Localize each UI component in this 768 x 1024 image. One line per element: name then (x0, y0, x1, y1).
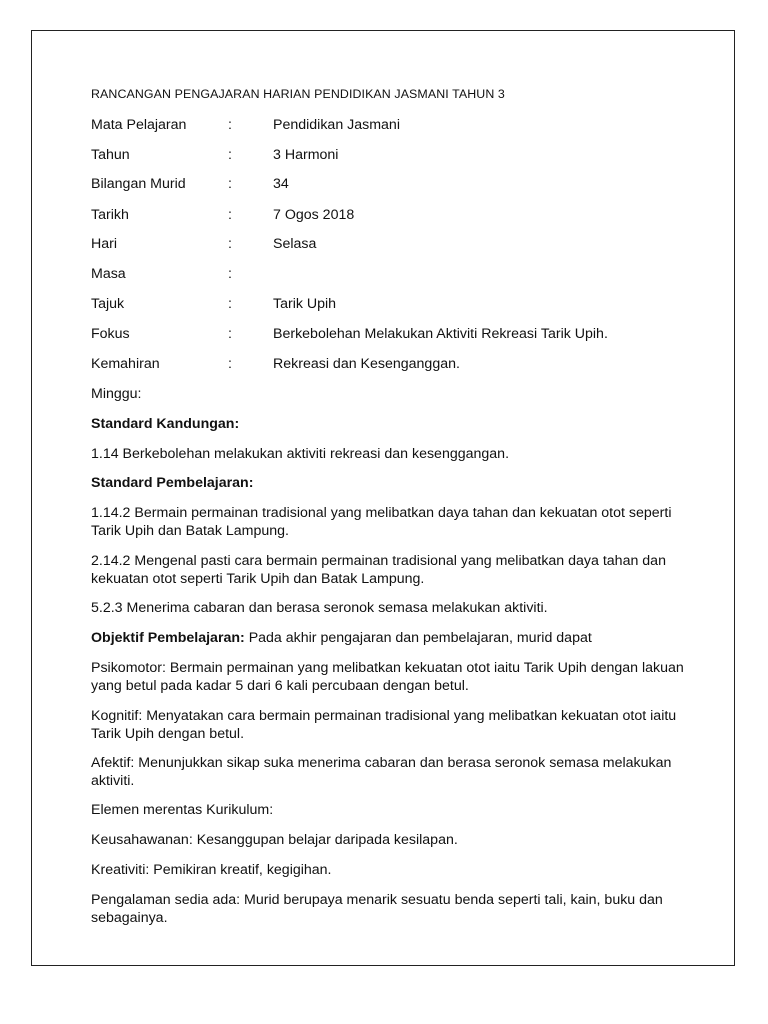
standard-pembelajaran-item: 1.14.2 Bermain permainan tradisional yang melibatkan daya tahan dan kekuatan otot seperti Tarik Upih dan Batak Lampung. (91, 505, 672, 539)
field-label: Masa (91, 266, 126, 282)
field-label: Hari (91, 236, 118, 252)
field-colon: : (228, 176, 232, 192)
field-colon: : (228, 147, 232, 163)
field-colon: : (228, 236, 232, 252)
emk-item: Keusahawanan: Kesanggupan belajar daripada kesilapan. (91, 832, 458, 848)
objektif-psikomotor: Psikomotor: Bermain permainan yang melibatkan kekuatan otot iaitu Tarik Upih dengan lakuan yang betul pada kadar 5 dari 6 kali percubaan dengan betul. (91, 660, 684, 694)
objektif-afektif: Afektif: Menunjukkan sikap suka menerima cabaran dan berasa seronok semasa melakukan aktiviti. (91, 755, 672, 789)
field-value: Rekreasi dan Kesenganggan. (273, 356, 460, 372)
field-value: Berkebolehan Melakukan Aktiviti Rekreasi Tarik Upih. (273, 326, 608, 342)
objektif-text: Pada akhir pengajaran dan pembelajaran, murid dapat (244, 630, 592, 646)
field-value: 3 Harmoni (273, 147, 339, 163)
field-label: Fokus (91, 326, 130, 342)
field-label: Tahun (91, 147, 130, 163)
field-value: Tarik Upih (273, 296, 337, 312)
field-label: Mata Pelajaran (91, 117, 187, 133)
field-label: Tajuk (91, 296, 125, 312)
standard-pembelajaran-item: 5.2.3 Menerima cabaran dan berasa seronok semasa melakukan aktiviti. (91, 600, 548, 616)
field-label: Bilangan Murid (91, 176, 186, 192)
pengalaman-sedia-ada: Pengalaman sedia ada: Murid berupaya menarik sesuatu benda seperti tali, kain, buku dan sebagainya. (91, 892, 663, 926)
minggu-label: Minggu: (91, 386, 142, 402)
standard-pembelajaran-heading: Standard Pembelajaran: (91, 475, 254, 491)
standard-kandungan-text: 1.14 Berkebolehan melakukan aktiviti rekreasi dan kesenggangan. (91, 446, 510, 462)
field-colon: : (228, 266, 232, 282)
field-value: Pendidikan Jasmani (273, 117, 400, 133)
field-colon: : (228, 117, 232, 133)
field-label: Kemahiran (91, 356, 160, 372)
objektif-kognitif: Kognitif: Menyatakan cara bermain permainan tradisional yang melibatkan kekuatan otot iaitu Tarik Upih dengan betul. (91, 708, 677, 742)
objektif-heading: Objektif Pembelajaran: (91, 630, 245, 646)
emk-item: Kreativiti: Pemikiran kreatif, kegigihan. (91, 862, 332, 878)
standard-pembelajaran-item: 2.14.2 Mengenal pasti cara bermain permainan tradisional yang melibatkan daya tahan dan kekuatan otot seperti Tarik Upih dan Batak Lampung. (91, 553, 666, 587)
page-border (31, 30, 735, 966)
field-value: 7 Ogos 2018 (273, 207, 355, 223)
field-value: Selasa (273, 236, 317, 252)
document-title: RANCANGAN PENGAJARAN HARIAN PENDIDIKAN JASMANI TAHUN 3 (91, 87, 505, 101)
objektif-paragraph (91, 629, 691, 647)
emk-heading: Elemen merentas Kurikulum: (91, 802, 274, 818)
field-colon: : (228, 326, 232, 342)
field-value: 34 (273, 176, 289, 192)
field-colon: : (228, 296, 232, 312)
standard-kandungan-heading: Standard Kandungan: (91, 416, 240, 432)
field-colon: : (228, 207, 232, 223)
field-colon: : (228, 356, 232, 372)
field-label: Tarikh (91, 207, 129, 223)
